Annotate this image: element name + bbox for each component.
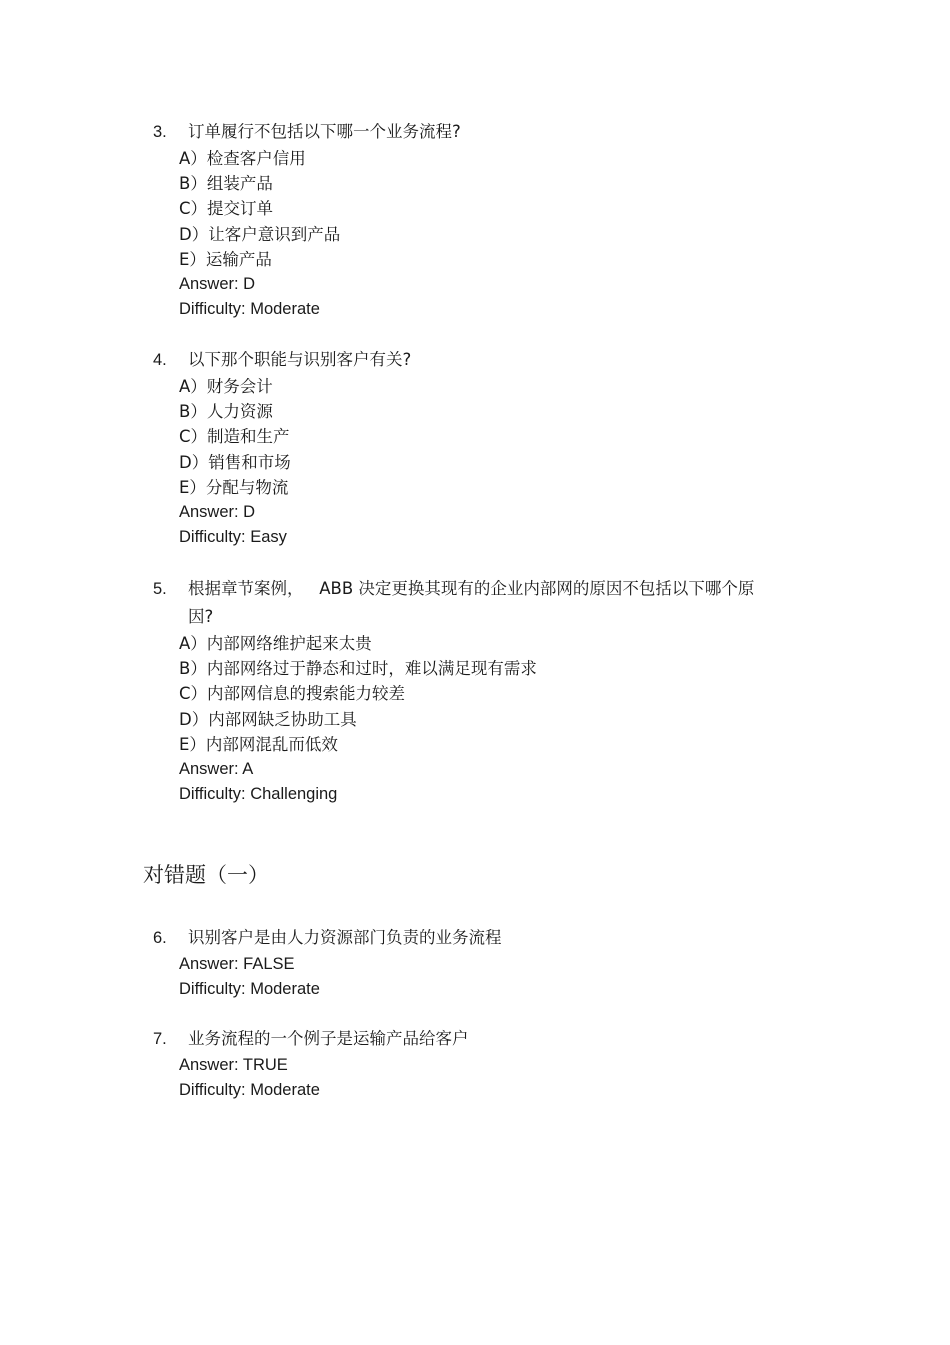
question-text: 根据章节案例， ABB 决定更换其现有的企业内部网的原因不包括以下哪个原因? xyxy=(188,579,755,626)
option-b: B）人力资源 xyxy=(179,402,273,422)
option-d: D）让客户意识到产品 xyxy=(179,224,341,244)
question-body xyxy=(153,952,793,1002)
question-body xyxy=(153,374,793,550)
option-b: B）组装产品 xyxy=(179,174,273,194)
question-header xyxy=(153,924,793,952)
section-title: 对错题（一） xyxy=(143,863,269,887)
option-a: A）检查客户信用 xyxy=(179,149,306,168)
option-d: D）销售和市场 xyxy=(179,452,291,472)
question-text: 订单履行不包括以下哪一个业务流程? xyxy=(188,122,461,141)
option-c: C）内部网信息的搜索能力较差 xyxy=(179,684,406,704)
question-header xyxy=(153,575,778,631)
question-4 xyxy=(153,346,793,550)
difficulty: Difficulty: Easy xyxy=(179,528,287,547)
question-number: 6. xyxy=(153,929,167,947)
option-a: A）内部网络维护起来太贵 xyxy=(179,634,372,653)
option-e: E）运输产品 xyxy=(179,249,272,269)
answer: Answer: D xyxy=(179,503,256,522)
question-text: 识别客户是由人力资源部门负责的业务流程 xyxy=(188,928,502,947)
answer: Answer: A xyxy=(179,760,254,779)
question-3 xyxy=(153,118,793,322)
option-c: C）提交订单 xyxy=(179,199,274,219)
question-number: 7. xyxy=(153,1030,167,1048)
question-body xyxy=(153,631,778,807)
option-c: C）制造和生产 xyxy=(179,427,290,447)
question-text: 以下那个职能与识别客户有关? xyxy=(188,350,412,369)
option-a: A）财务会计 xyxy=(179,377,273,396)
question-body xyxy=(153,1053,793,1103)
question-body xyxy=(153,146,793,322)
difficulty: Difficulty: Moderate xyxy=(179,300,320,319)
question-header xyxy=(153,1025,793,1053)
question-number: 5. xyxy=(153,580,167,598)
question-number: 3. xyxy=(153,123,167,141)
question-5 xyxy=(153,575,778,807)
option-e: E）分配与物流 xyxy=(179,477,289,497)
option-b: B）内部网络过于静态和过时，难以满足现有需求 xyxy=(179,659,537,679)
difficulty: Difficulty: Moderate xyxy=(179,1081,320,1100)
difficulty: Difficulty: Moderate xyxy=(179,980,320,999)
answer: Answer: FALSE xyxy=(179,955,295,973)
question-header xyxy=(153,346,793,374)
question-7 xyxy=(153,1025,793,1103)
answer: Answer: TRUE xyxy=(179,1056,288,1074)
option-d: D）内部网缺乏协助工具 xyxy=(179,709,357,729)
question-6 xyxy=(153,924,793,1002)
question-text: 业务流程的一个例子是运输产品给客户 xyxy=(188,1029,469,1048)
option-e: E）内部网混乱而低效 xyxy=(179,734,338,754)
question-number: 4. xyxy=(153,351,167,369)
difficulty: Difficulty: Challenging xyxy=(179,785,338,804)
question-header xyxy=(153,118,793,146)
answer: Answer: D xyxy=(179,275,256,294)
